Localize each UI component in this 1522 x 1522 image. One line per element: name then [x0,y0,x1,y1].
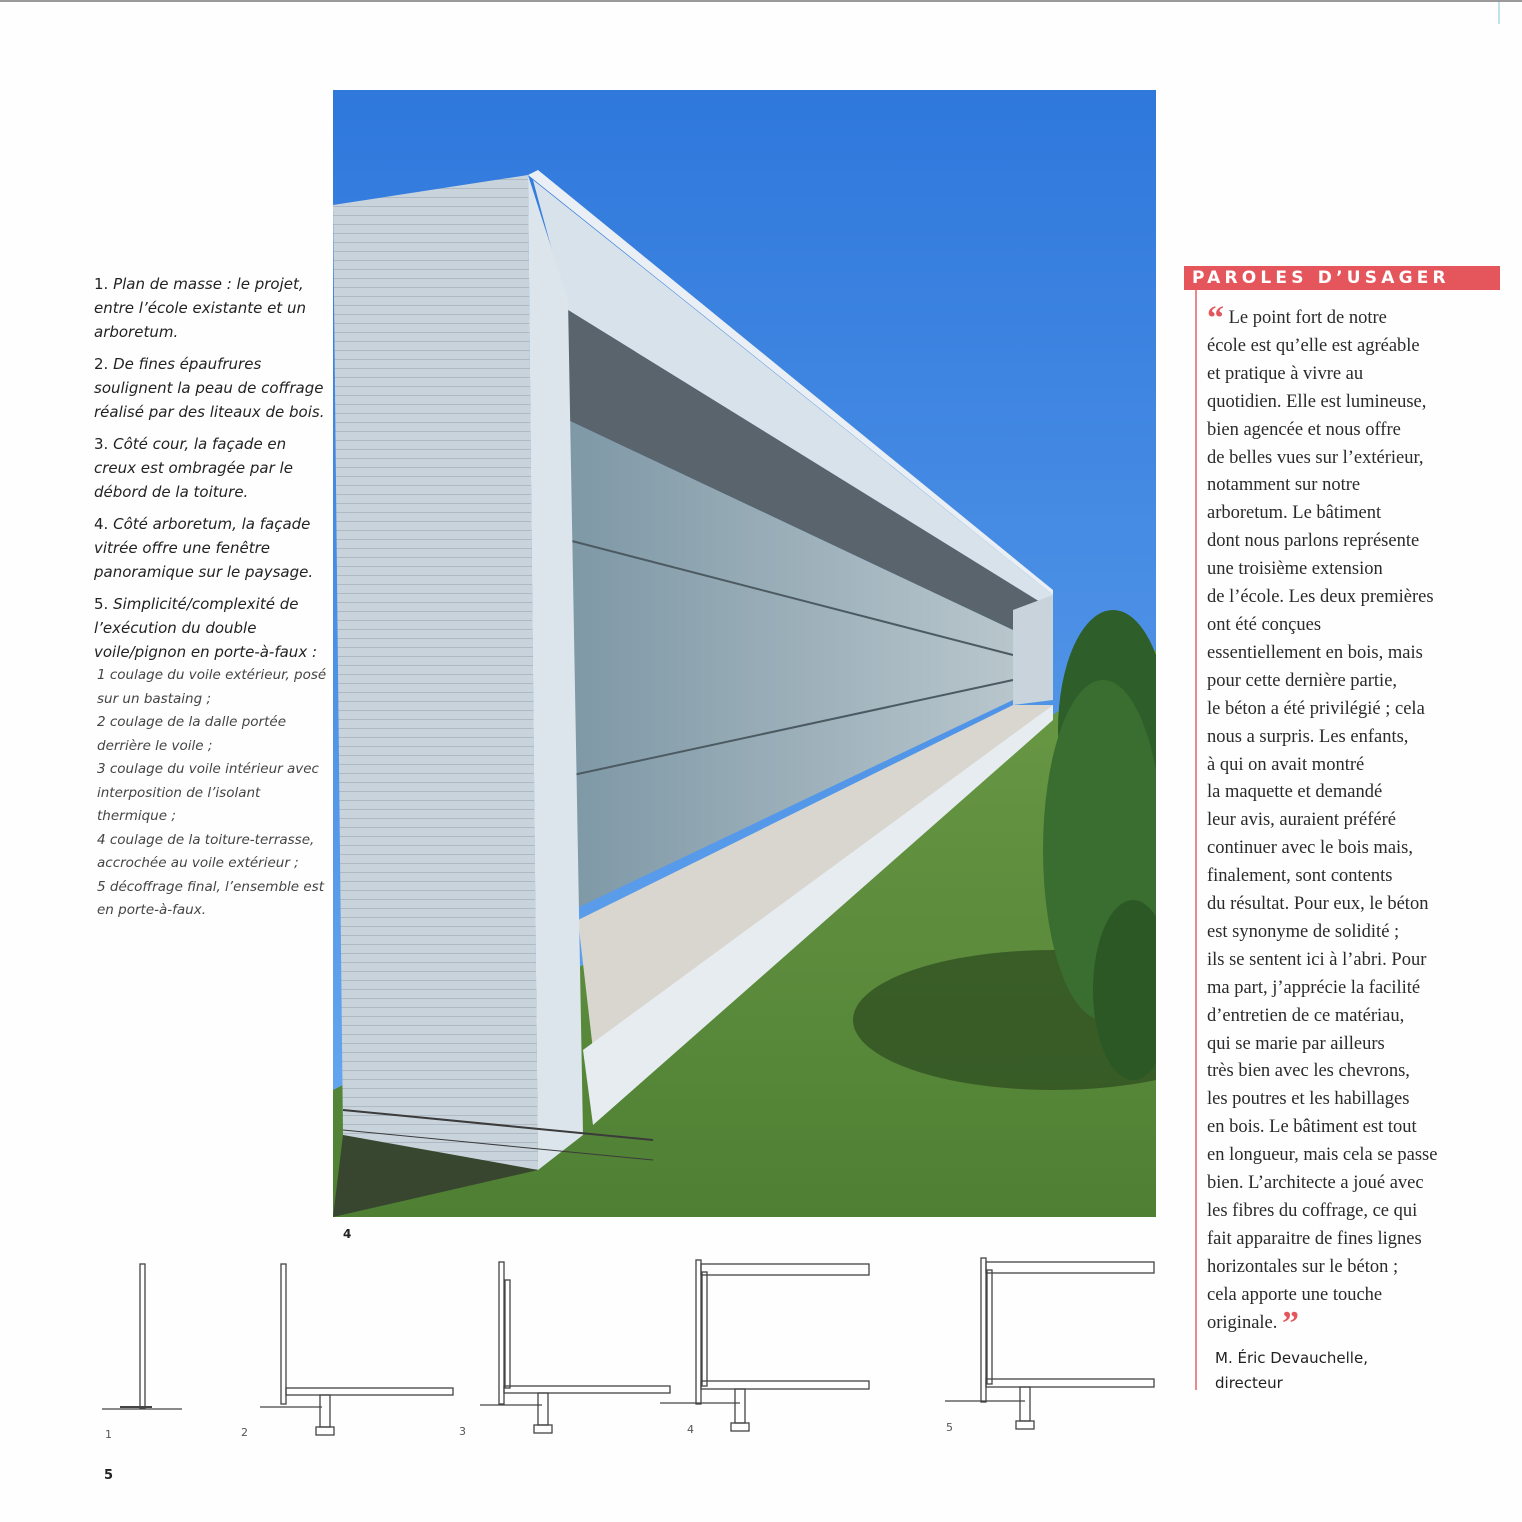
caption-number: 3. [94,435,109,453]
page-number: 5 [104,1468,114,1483]
user-quote [1207,300,1477,1342]
building-photo-illustration [333,90,1156,1217]
diagram-5 [945,1258,1154,1429]
diagram-2 [260,1264,453,1435]
photo-number: 4 [343,1227,352,1241]
quote-line: d’entretien de ce matériau, [1207,1005,1405,1026]
construction-steps [97,664,329,923]
quote-line: finalement, sont contents [1207,866,1393,887]
quote-line: pour cette dernière partie, [1207,670,1398,691]
diagram-label: 1 [105,1428,112,1441]
caption-text: Côté cour, la façade en creux est ombragée par le débord de la toiture. [94,435,293,501]
quote-line: dont nous parlons représente [1207,531,1420,552]
step-item: 4 coulage de la toiture-terrasse, accrochée au voile extérieur ; [97,831,315,871]
building-photo [333,90,1156,1217]
quote-line-text: Le point fort de notre [1228,308,1387,328]
diagram-label: 2 [241,1426,248,1439]
caption-number: 4. [94,515,109,533]
caption-1 [94,272,329,344]
quote-line: horizontales sur le béton ; [1207,1256,1399,1277]
quote-line: fait apparaitre de fines lignes [1207,1228,1422,1249]
quote-line: la maquette et demandé [1207,782,1383,803]
signature-role: directeur [1215,1374,1283,1392]
caption-4 [94,512,329,584]
quote-line: notamment sur notre [1207,475,1361,496]
caption-2 [94,352,329,424]
step-item: 2 coulage de la dalle portée derrière le voile ; [97,714,287,754]
quote-line [1207,300,1477,337]
quote-line: quotidien. Elle est lumineuse, [1207,391,1427,412]
quote-line: ils se sentent ici à l’abri. Pour [1207,949,1427,970]
quote-line-text: originale. [1207,1312,1278,1333]
quote-line: leur avis, auraient préféré [1207,810,1397,831]
construction-diagrams [90,1252,1170,1452]
quote-line: les poutres et les habillages [1207,1089,1410,1110]
quote-line: les fibres du coffrage, ce qui [1207,1201,1418,1221]
sidebar-title: PAROLES D’USAGER [1192,268,1450,288]
quote-line: une troisième extension [1207,559,1383,580]
caption-number: 2. [94,355,109,373]
quote-line: nous a surpris. Les enfants, [1207,726,1409,747]
quote-signature [1215,1346,1475,1396]
caption-5 [94,592,329,664]
quote-line: à qui on avait montré [1207,754,1365,775]
caption-text: Côté arboretum, la façade vitrée offre une fenêtre panoramique sur le paysage. [94,515,314,581]
caption-text: De fines épaufrures soulignent la peau de coffrage réalisé par des liteaux de bois. [94,355,325,421]
quote-line: cela apporte une touche [1207,1284,1383,1305]
sidebar-header [1184,266,1500,290]
quote-line: est synonyme de solidité ; [1207,921,1400,942]
open-quote-icon: “ [1207,300,1224,337]
quote-line: qui se marie par ailleurs [1207,1033,1385,1054]
step-item: 1 coulage du voile extérieur, posé sur un bastaing ; [97,667,327,707]
step-item: 3 coulage du voile intérieur avec interposition de l’isolant thermique ; [97,761,319,824]
caption-text: Plan de masse : le projet, entre l’école existante et un arboretum. [94,275,306,341]
quote-line: école est qu’elle est agréable [1207,335,1420,356]
quote-line [1207,1304,1477,1342]
quote-line: bien. L’architecte a joué avec [1207,1173,1424,1194]
quote-line: le béton a été privilégié ; cela [1207,698,1425,719]
step-item: 5 décoffrage final, l’ensemble est en porte-à-faux. [97,878,324,918]
sidebar-rule [1195,290,1197,1390]
quote-line: de l’école. Les deux premières [1207,587,1434,608]
diagram-label: 4 [687,1423,694,1436]
quote-line: très bien avec les chevrons, [1207,1061,1410,1082]
quote-line: du résultat. Pour eux, le béton [1207,894,1429,915]
caption-text: Simplicité/complexité de l’exécution du double voile/pignon en porte-à-faux : [94,595,318,661]
quote-line: continuer avec le bois mais, [1207,838,1414,859]
quote-line: en longueur, mais cela se passe [1207,1145,1438,1166]
diagram-1 [102,1264,182,1409]
quote-line: ma part, j’apprécie la facilité [1207,977,1421,998]
edge-mark [1498,2,1500,24]
close-quote-icon: ” [1282,1304,1300,1342]
caption-number: 1. [94,275,109,293]
quote-line: bien agencée et nous offre [1207,419,1401,440]
diagram-drawings [90,1252,1170,1452]
quote-line: de belles vues sur l’extérieur, [1207,447,1424,468]
quote-line: ont été conçues [1207,614,1322,635]
top-rule [0,0,1522,2]
quote-line: et pratique à vivre au [1207,363,1364,384]
quote-line: essentiellement en bois, mais [1207,642,1423,663]
diagram-4 [660,1260,869,1431]
signature-name: M. Éric Devauchelle, [1215,1349,1368,1367]
diagram-label: 5 [946,1421,953,1434]
quote-line: arboretum. Le bâtiment [1207,503,1382,524]
diagram-label: 3 [459,1425,466,1438]
caption-number: 5. [94,595,109,613]
diagram-3 [480,1262,670,1433]
captions-column [94,272,329,923]
quote-line: en bois. Le bâtiment est tout [1207,1117,1417,1138]
caption-3 [94,432,329,504]
